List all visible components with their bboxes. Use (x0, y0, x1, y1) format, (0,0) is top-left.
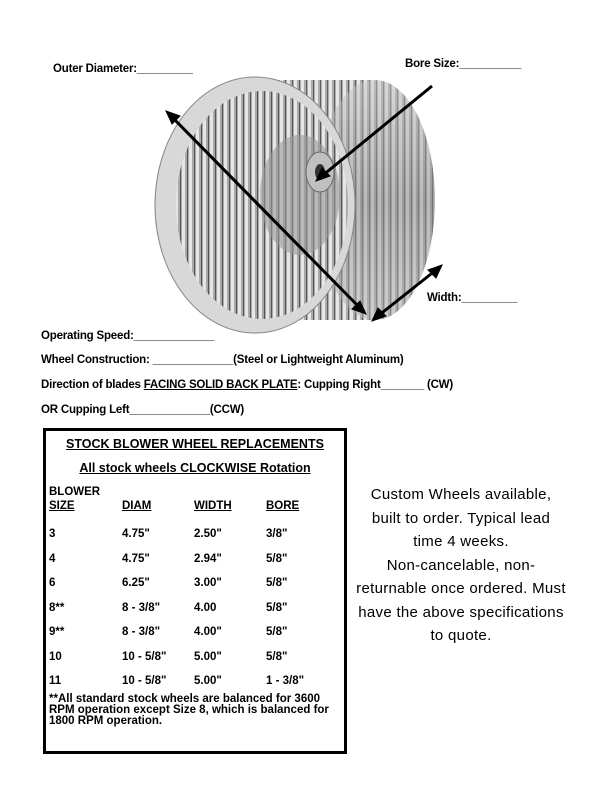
stock-table-subtitle: All stock wheels CLOCKWISE Rotation (79, 461, 311, 475)
header-blower: BLOWER (49, 486, 101, 498)
table-cell: 4.75" (122, 552, 150, 565)
table-cell: 2.94" (194, 552, 222, 565)
table-cell: 5.00" (194, 650, 222, 663)
table-cell: 8** (49, 601, 65, 614)
table-cell: 2.50" (194, 528, 222, 540)
table-cell: 4.00" (194, 626, 222, 638)
header-diam: DIAM (122, 500, 152, 512)
table-cell: 9** (49, 626, 65, 638)
table-cell: 5/8" (266, 601, 288, 614)
cupping-left-field: OR Cupping Left_____________(CCW) (41, 404, 245, 416)
direction-emphasis: FACING SOLID BACK PLATE (143, 379, 298, 391)
table-cell: 8 - 3/8" (122, 601, 161, 614)
direction-suffix: : Cupping Right_______ (CW) (297, 379, 453, 391)
width-field: Width:_________ (427, 292, 518, 304)
table-cell: 5.00" (194, 675, 222, 687)
bore-size-field: Bore Size:__________ (405, 58, 522, 70)
table-cell: 3 (49, 528, 56, 540)
table-cell: 4 (49, 552, 56, 565)
header-size: SIZE (49, 500, 75, 512)
wheel-construction-field: Wheel Construction: _____________(Steel or Lightweight Aluminum) (41, 354, 404, 366)
table-cell: 6 (49, 577, 56, 589)
table-cell: 5/8" (266, 626, 288, 638)
table-cell: 10 - 5/8" (122, 650, 167, 663)
direction-prefix: Direction of blades (41, 379, 144, 391)
custom-note-line2: Non-cancelable, non-returnable once ordered. Must have the above specifications to quote. (356, 556, 566, 644)
table-cell: 10 (49, 650, 62, 663)
table-cell: 4.75" (122, 528, 150, 540)
table-cell: 5/8" (266, 650, 288, 663)
table-cell: 10 - 5/8" (122, 675, 167, 687)
table-cell: 1 - 3/8" (266, 675, 305, 687)
stock-table-title: STOCK BLOWER WHEEL REPLACEMENTS (66, 437, 324, 451)
custom-wheels-note (356, 483, 566, 648)
outer-diameter-field: Outer Diameter:_________ (53, 63, 193, 75)
blower-wheel-image (0, 0, 612, 340)
header-width: WIDTH (194, 500, 232, 512)
table-cell: 5/8" (266, 552, 288, 565)
header-bore: BORE (266, 500, 300, 512)
table-cell: 3.00" (194, 577, 222, 589)
blade-direction-field (41, 379, 453, 391)
table-cell: 5/8" (266, 577, 288, 589)
stock-table-footnote: **All standard stock wheels are balanced for 3600 RPM operation except Size 8, which is balanced for 1800 RPM operation. (49, 693, 329, 727)
table-cell: 3/8" (266, 528, 288, 540)
custom-note-line1: Custom Wheels available, built to order. Typical lead time 4 weeks. (370, 486, 552, 550)
stock-table-box (43, 428, 347, 754)
table-cell: 8 - 3/8" (122, 626, 161, 638)
table-cell: 4.00 (194, 601, 217, 614)
operating-speed-field: Operating Speed:_____________ (41, 330, 215, 342)
table-cell: 11 (49, 675, 62, 687)
table-cell: 6.25" (122, 577, 150, 589)
